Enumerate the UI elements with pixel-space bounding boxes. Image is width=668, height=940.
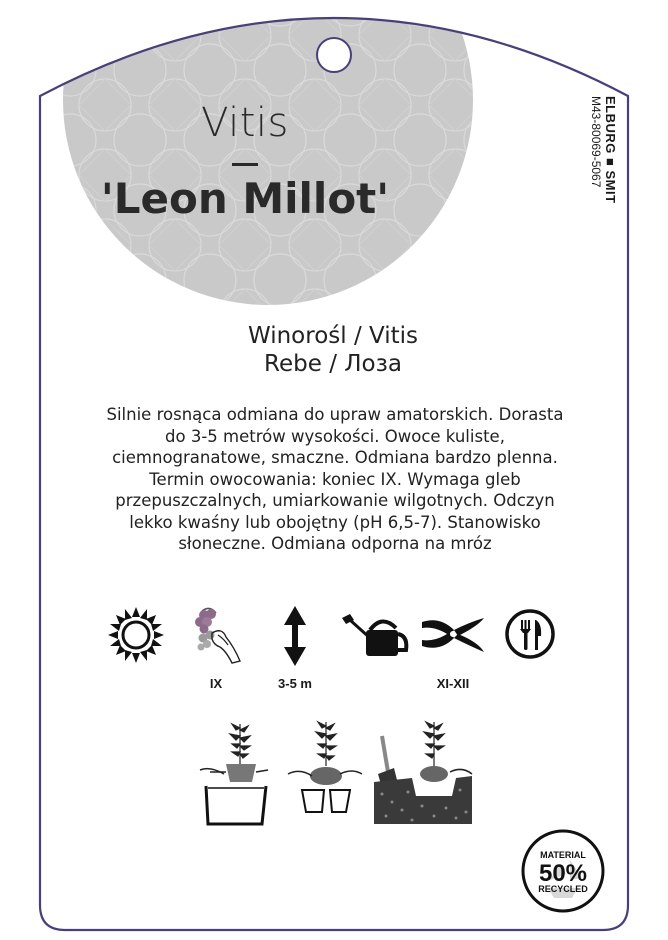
soak-pot-icon	[196, 716, 274, 828]
recycled-badge	[520, 828, 606, 914]
badge-percent: 50%	[538, 860, 588, 887]
description: Silnie rosnąca odmiana do upraw amatorskich. Dorasta do 3-5 metrów wysokości. Owoce kuliste, ciemnogranatowe, smaczne. Odmiana bardzo plenna. Termin owocowania: koniec IX. Wymaga gleb przepuszczalnych, umiarkowanie wilgotnych. Odczyn lekko kwaśny lub obojętny (pH 6,5-7). Stanowisko słoneczne. Odmiana odporna na mróz	[106, 405, 564, 553]
common-name-line-1: Winorośl / Vitis	[247, 323, 419, 349]
watering-can-icon	[340, 610, 410, 660]
remove-pot-icon	[284, 716, 366, 816]
brand-block	[588, 96, 618, 246]
cultivar-name: 'Leon Millot'	[100, 174, 390, 223]
harvest-month-label: IX	[209, 676, 223, 691]
sun-icon	[108, 605, 164, 665]
genus-name: Vitis	[201, 100, 289, 146]
product-code: M43-80069-5067	[589, 96, 603, 188]
title-dash	[232, 163, 258, 166]
pruning-months-label: XI-XII	[436, 676, 470, 691]
pruning-shears-icon	[420, 612, 486, 658]
badge-line-1: MATERIAL	[540, 850, 586, 860]
height-arrow-icon	[282, 605, 308, 667]
height-label: 3-5 m	[278, 676, 312, 691]
plant-in-soil-icon	[372, 716, 474, 826]
hang-hole	[317, 38, 351, 72]
edible-icon	[504, 608, 556, 660]
common-name-line-2: Rebe / Лоза	[264, 351, 402, 377]
badge-line-2: RECYCLED	[538, 884, 588, 894]
fruit-harvest-icon	[188, 605, 244, 667]
common-names	[150, 322, 516, 378]
brand-name: ELBURG ■ SMIT	[603, 96, 618, 204]
